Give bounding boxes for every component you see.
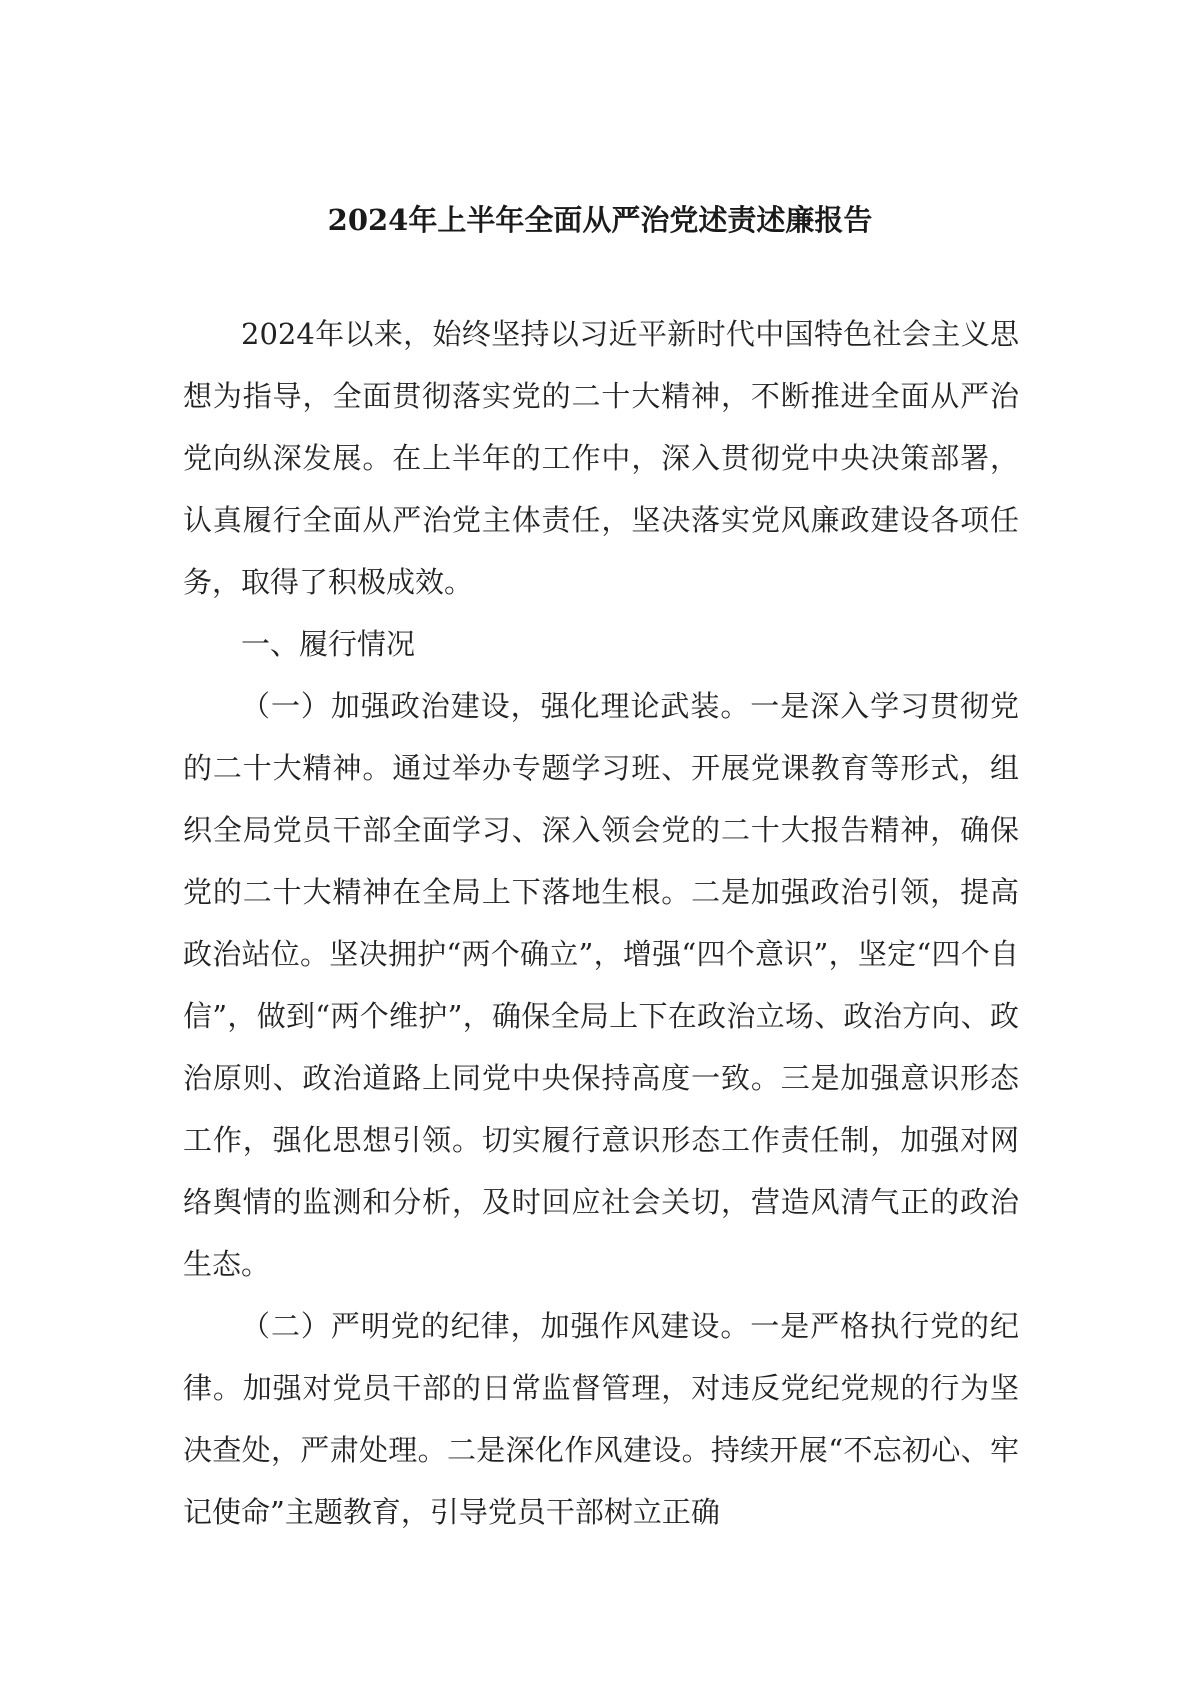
document-body — [183, 303, 1019, 1543]
paragraph-political-construction: （一）加强政治建设，强化理论武装。一是深入学习贯彻党的二十大精神。通过举办专题学习班、开展党课教育等形式，组织全局党员干部全面学习、深入领会党的二十大报告精神，确保党的二十大精神在全局上下落地生根。二是加强政治引领，提高政治站位。坚决拥护“两个确立”，增强“四个意识”，坚定“四个自信”，做到“两个维护”，确保全局上下在政治立场、政治方向、政治原则、政治道路上同党中央保持高度一致。三是加强意识形态工作，强化思想引领。切实履行意识形态工作责任制，加强对网络舆情的监测和分析，及时回应社会关切，营造风清气正的政治生态。 — [183, 689, 1019, 1281]
paragraph-party-discipline: （二）严明党的纪律，加强作风建设。一是严格执行党的纪律。加强对党员干部的日常监督管理，对违反党纪党规的行为坚决查处，严肃处理。二是深化作风建设。持续开展“不忘初心、牢记使命”主题教育，引导党员干部树立正确 — [183, 1309, 1019, 1529]
section-heading-performance: 一、履行情况 — [241, 627, 416, 661]
document-title: 2024年上半年全面从严治党述责述廉报告 — [327, 203, 873, 237]
paragraph-intro: 2024年以来，始终坚持以习近平新时代中国特色社会主义思想为指导，全面贯彻落实党的二十大精神，不断推进全面从严治党向纵深发展。在上半年的工作中，深入贯彻党中央决策部署，认真履行全面从严治党主体责任，坚决落实党风廉政建设各项任务，取得了积极成效。 — [183, 317, 1019, 599]
